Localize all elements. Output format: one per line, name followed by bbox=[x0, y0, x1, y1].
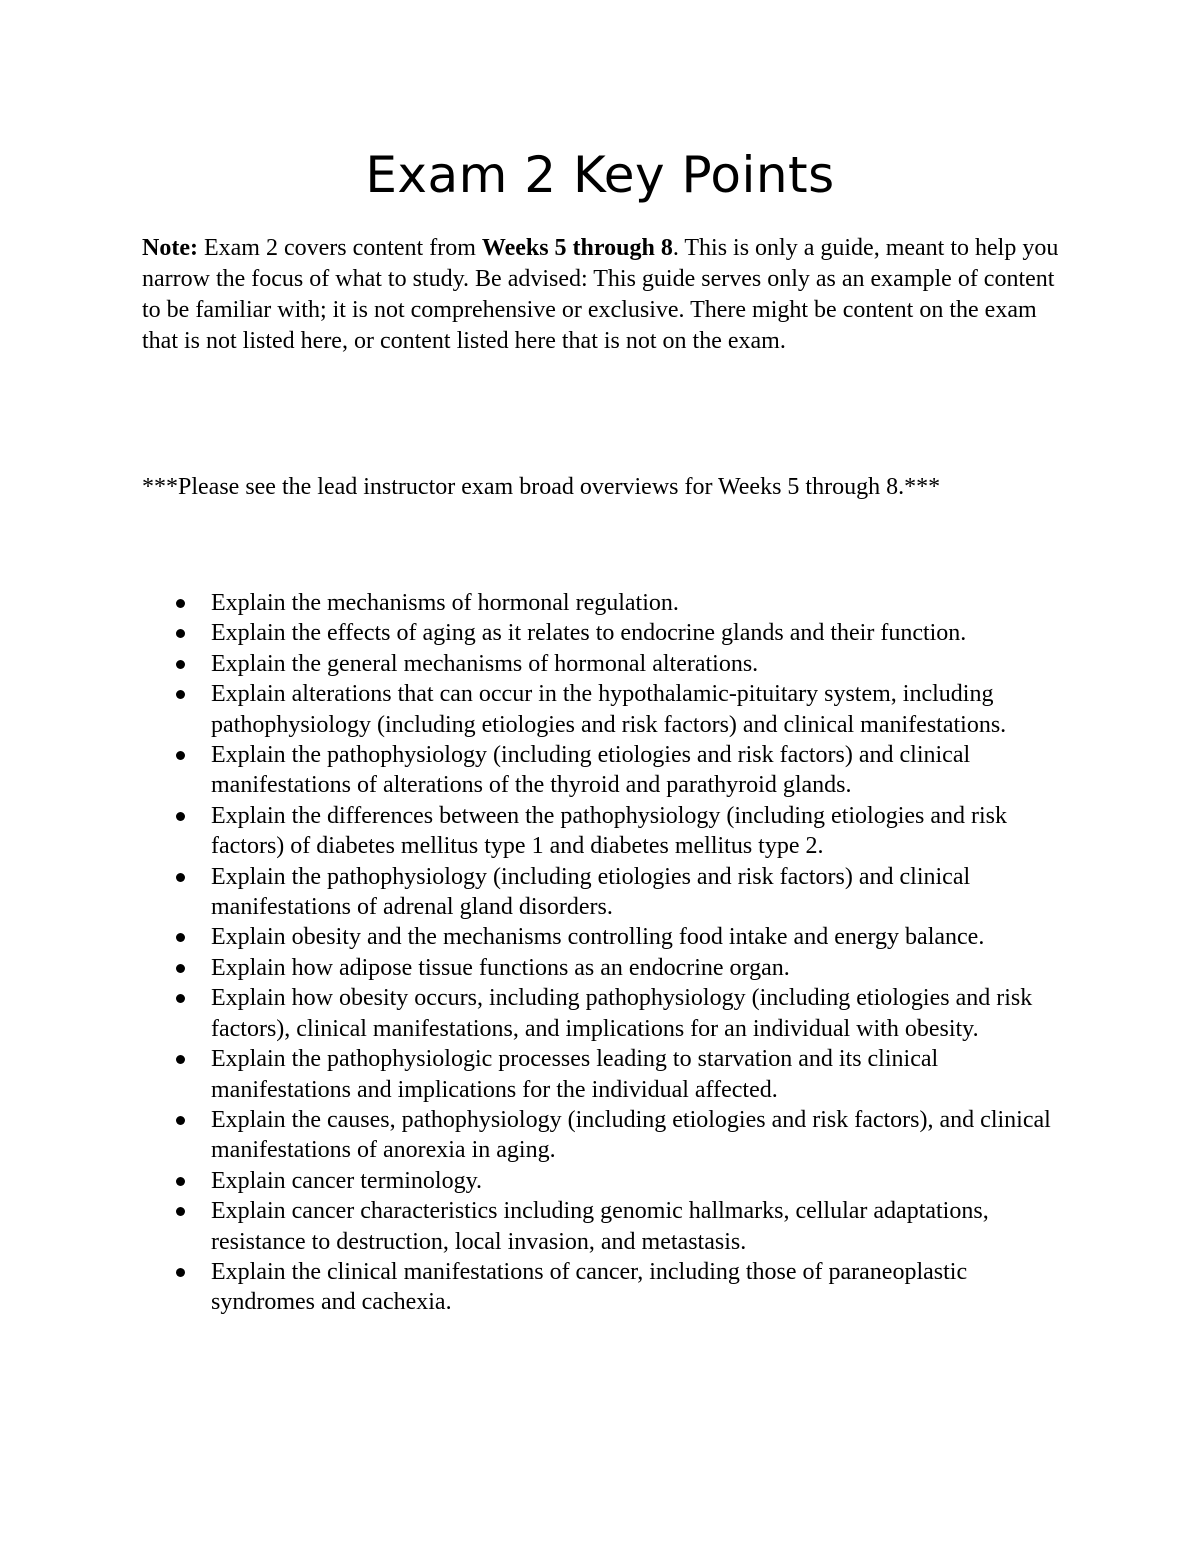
bullet-icon bbox=[176, 629, 185, 638]
list-item bbox=[142, 953, 1072, 983]
list-item bbox=[142, 740, 1072, 801]
bullet-icon bbox=[176, 751, 185, 760]
key-points-list bbox=[142, 588, 1072, 1318]
bullet-icon bbox=[176, 873, 185, 882]
list-item bbox=[142, 618, 1072, 648]
note-label: Note: bbox=[142, 235, 198, 261]
list-item bbox=[142, 983, 1072, 1044]
bullet-icon bbox=[176, 1116, 185, 1125]
bullet-icon bbox=[176, 812, 185, 821]
note-weeks: Weeks 5 through 8 bbox=[481, 235, 673, 261]
list-item-text: Explain the pathophysiologic processes leading to starvation and its clinical manifestations and implications for the individual affected. bbox=[211, 1046, 939, 1103]
list-item bbox=[142, 922, 1072, 952]
bullet-icon bbox=[176, 599, 185, 608]
list-item-text: Explain how adipose tissue functions as an endocrine organ. bbox=[211, 954, 790, 981]
list-item bbox=[142, 1044, 1072, 1105]
list-item-text: Explain the mechanisms of hormonal regulation. bbox=[211, 590, 679, 616]
bullet-icon bbox=[176, 1268, 185, 1277]
list-item bbox=[142, 1196, 1072, 1257]
list-item-text: Explain the pathophysiology (including etiologies and risk factors) and clinical manifestations of adrenal gland disorders. bbox=[211, 863, 971, 921]
list-item bbox=[142, 679, 1072, 740]
note-paragraph bbox=[142, 233, 1072, 357]
bullet-icon bbox=[176, 660, 185, 669]
list-item-text: Explain cancer terminology. bbox=[211, 1167, 483, 1194]
list-item bbox=[142, 649, 1072, 679]
list-item bbox=[142, 862, 1072, 923]
note-text-after: . This is only a guide, meant to help you narrow the focus of what to study. Be advised: This guide serves only as an example of content to be familiar with; it is not comprehensive or exclusive. There might be content on the exam that is not listed here, or content listed here that is not on the exam. bbox=[142, 235, 1059, 354]
list-item bbox=[142, 588, 1072, 618]
list-item-text: Explain the effects of aging as it relates to endocrine glands and their function. bbox=[211, 620, 967, 647]
list-item-text: Explain the causes, pathophysiology (including etiologies and risk factors), and clinical manifestations of anorexia in aging. bbox=[211, 1106, 1051, 1164]
list-item-text: Explain the pathophysiology (including etiologies and risk factors) and clinical manifestations of alterations of the thyroid and parathyroid glands. bbox=[211, 742, 971, 799]
list-item-text: Explain the differences between the pathophysiology (including etiologies and risk factors) of diabetes mellitus type 1 and diabetes mellitus type 2. bbox=[211, 802, 1008, 860]
list-item-text: Explain how obesity occurs, including pathophysiology (including etiologies and risk factors), clinical manifestations, and implications for an individual with obesity. bbox=[211, 985, 1033, 1042]
bullet-icon bbox=[176, 1055, 185, 1064]
list-item bbox=[142, 801, 1072, 862]
list-item-text: Explain the clinical manifestations of cancer, including those of paraneoplastic syndromes and cachexia. bbox=[211, 1258, 968, 1316]
list-item-text: Explain cancer characteristics including genomic hallmarks, cellular adaptations, resistance to destruction, local invasion, and metastasis. bbox=[211, 1198, 989, 1255]
note-text-before: Exam 2 covers content from bbox=[197, 235, 482, 261]
bullet-icon bbox=[176, 933, 185, 942]
bullet-icon bbox=[176, 1207, 185, 1216]
bullet-icon bbox=[176, 690, 185, 699]
bullet-icon bbox=[176, 1177, 185, 1186]
list-item-text: Explain obesity and the mechanisms controlling food intake and energy balance. bbox=[211, 924, 985, 951]
list-item-text: Explain alterations that can occur in the hypothalamic-pituitary system, including pathophysiology (including etiologies and risk factors) and clinical manifestations. bbox=[211, 681, 1007, 738]
list-item bbox=[142, 1166, 1072, 1196]
page-title: Exam 2 Key Points bbox=[365, 146, 835, 204]
overview-notice: ***Please see the lead instructor exam broad overviews for Weeks 5 through 8.*** bbox=[142, 474, 941, 500]
list-item bbox=[142, 1257, 1072, 1318]
list-item-text: Explain the general mechanisms of hormonal alterations. bbox=[211, 650, 759, 677]
list-item bbox=[142, 1105, 1072, 1166]
bullet-icon bbox=[176, 964, 185, 973]
bullet-icon bbox=[176, 994, 185, 1003]
